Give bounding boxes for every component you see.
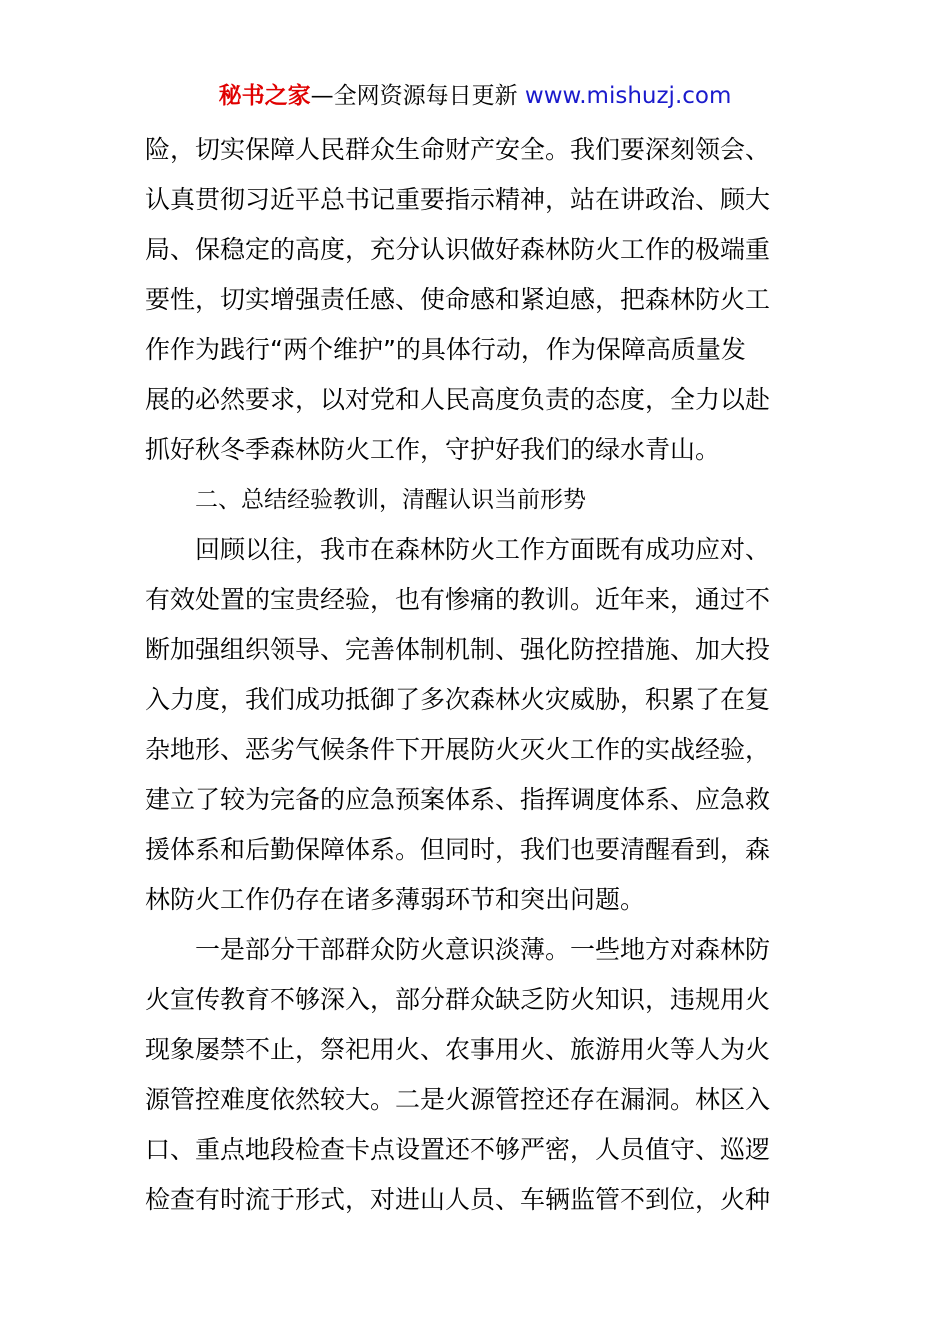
text-line: 作作为践行“两个维护”的具体行动，作为保障高质量发 — [145, 335, 746, 364]
text-line: 源管控难度依然较大。二是火源管控还存在漏洞。林区入 — [145, 1085, 771, 1114]
text-line: 有效处置的宝贵经验，也有惨痛的教训。近年来，通过不 — [145, 585, 771, 614]
text-line: 回顾以往，我市在森林防火工作方面既有成功应对、 — [195, 535, 771, 564]
header-brand: 秘书之家 — [218, 83, 311, 109]
header-site-url[interactable]: www.mishuzj.com — [524, 83, 732, 109]
text-line: 要性，切实增强责任感、使命感和紧迫感，把森林防火工 — [145, 285, 771, 314]
header-tagline: —全网资源每日更新 — [310, 83, 518, 109]
page-header — [0, 80, 950, 112]
text-line: 检查有时流于形式，对进山人员、车辆监管不到位，火种 — [145, 1185, 771, 1214]
text-line: 险，切实保障人民群众生命财产安全。我们要深刻领会、 — [145, 135, 771, 164]
text-line: 建立了较为完备的应急预案体系、指挥调度体系、应急救 — [145, 785, 771, 814]
text-line: 断加强组织领导、完善体制机制、强化防控措施、加大投 — [145, 635, 771, 664]
text-line: 林防火工作仍存在诸多薄弱环节和突出问题。 — [145, 885, 646, 914]
section-heading: 二、总结经验教训，清醒认识当前形势 — [195, 487, 586, 513]
text-line: 抓好秋冬季森林防火工作，守护好我们的绿水青山。 — [145, 435, 721, 464]
text-line: 杂地形、恶劣气候条件下开展防火灭火工作的实战经验， — [145, 735, 771, 764]
text-line: 入力度，我们成功抵御了多次森林火灾威胁，积累了在复 — [145, 685, 771, 714]
text-line: 现象屡禁不止，祭祀用火、农事用火、旅游用火等人为火 — [145, 1035, 771, 1064]
text-line: 口、重点地段检查卡点设置还不够严密，人员值守、巡逻 — [145, 1135, 771, 1164]
text-line: 火宣传教育不够深入，部分群众缺乏防火知识，违规用火 — [145, 985, 771, 1014]
document-body — [145, 125, 810, 1225]
text-line: 援体系和后勤保障体系。但同时，我们也要清醒看到，森 — [145, 835, 771, 864]
text-line: 认真贯彻习近平总书记重要指示精神，站在讲政治、顾大 — [145, 185, 771, 214]
text-line: 一是部分干部群众防火意识淡薄。一些地方对森林防 — [195, 935, 771, 964]
text-line: 局、保稳定的高度，充分认识做好森林防火工作的极端重 — [145, 235, 771, 264]
text-line: 展的必然要求，以对党和人民高度负责的态度，全力以赴 — [145, 385, 771, 414]
